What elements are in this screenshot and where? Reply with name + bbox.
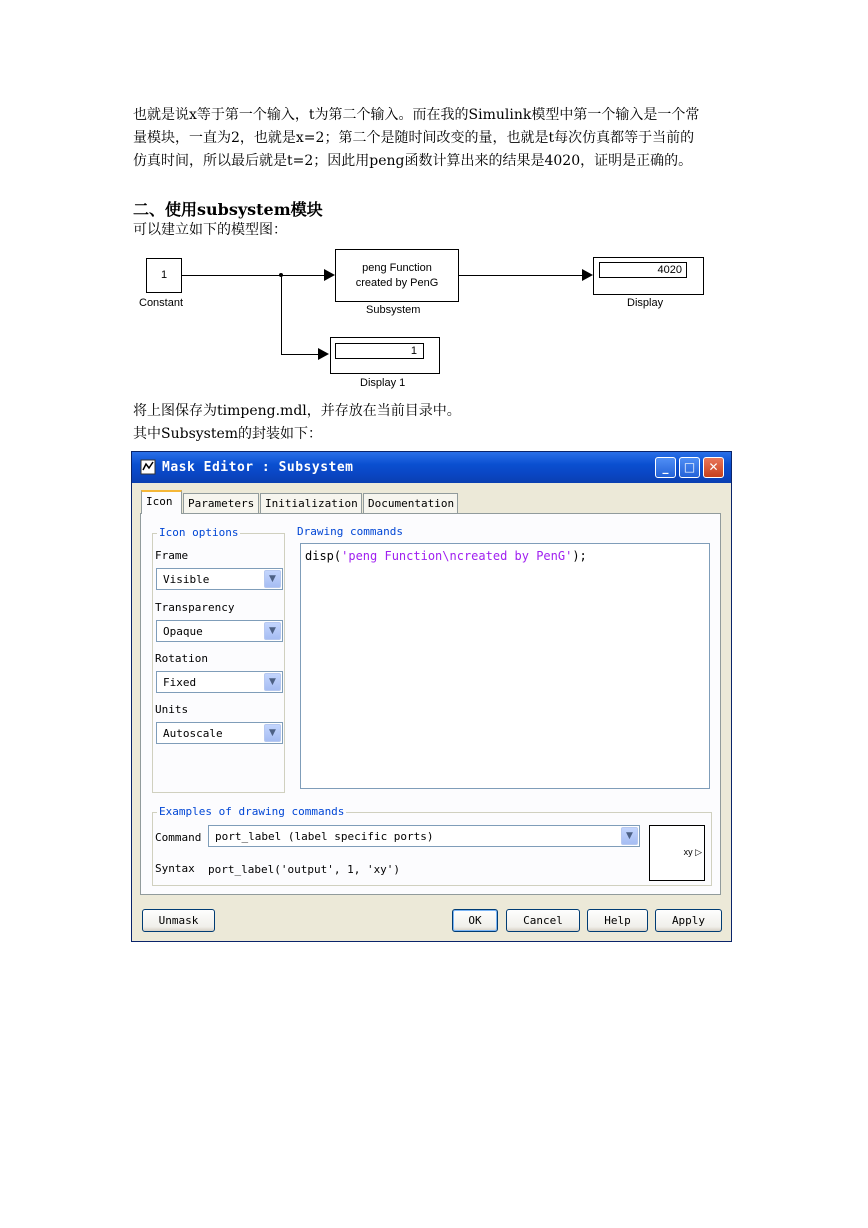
paragraph-line-2: 量模块，一直为2，也就是x=2；第二个是随时间改变的量，也就是t每次仿真都等于当前的: [133, 130, 695, 146]
preview-port-label: xy ▷: [683, 847, 702, 857]
transparency-select[interactable]: [156, 620, 283, 642]
signal-line-constant: [182, 275, 325, 276]
display-value: 4020: [599, 262, 687, 278]
ok-button[interactable]: OK: [452, 909, 498, 932]
tab-initialization[interactable]: Initialization: [260, 493, 362, 513]
subsystem-text-line-2: created by PenG: [355, 277, 439, 289]
maximize-button[interactable]: [679, 457, 700, 478]
icon-preview: [649, 825, 705, 881]
close-button[interactable]: [703, 457, 724, 478]
tab-parameters[interactable]: Parameters: [183, 493, 259, 513]
examples-label: Examples of drawing commands: [159, 805, 345, 818]
frame-select[interactable]: [156, 568, 283, 590]
syntax-value: port_label('output', 1, 'xy'): [208, 863, 401, 876]
examples-group: [152, 805, 712, 886]
subsystem-label: Subsystem: [366, 304, 421, 316]
paragraph-line-3: 仿真时间，所以最后就是t=2；因此用peng函数计算出来的结果是4020，证明是正确的。: [133, 153, 693, 169]
drawing-commands-editor[interactable]: [300, 543, 710, 789]
close-icon: ✕: [708, 460, 719, 474]
transparency-value: Opaque: [163, 625, 203, 638]
chevron-down-icon[interactable]: ▼: [621, 827, 638, 845]
window-title: Mask Editor : Subsystem: [162, 460, 354, 475]
subsystem-text-line-1: peng Function: [362, 262, 432, 274]
subsystem-block: [335, 249, 459, 302]
tab-panel: [140, 513, 721, 895]
minimize-button[interactable]: [655, 457, 676, 478]
rotation-value: Fixed: [163, 676, 197, 689]
port-arrow-icon: ▷: [692, 847, 702, 857]
chevron-down-icon[interactable]: ▼: [264, 724, 281, 742]
constant-value: 1: [160, 269, 168, 281]
code-string-literal: 'peng Function\ncreated by PenG': [341, 549, 573, 563]
help-button[interactable]: Help: [587, 909, 648, 932]
rotation-label: Rotation: [155, 652, 208, 665]
units-select[interactable]: [156, 722, 283, 744]
icon-options-label: Icon options: [159, 526, 239, 539]
drawing-commands-label: Drawing commands: [297, 525, 403, 538]
title-bar[interactable]: [132, 452, 731, 483]
section-heading: 二、使用subsystem模块: [133, 200, 323, 219]
simulink-app-icon: [140, 459, 156, 475]
constant-block: [146, 258, 182, 293]
signal-line-output: [459, 275, 583, 276]
frame-value: Visible: [163, 573, 210, 586]
icon-options-group: [152, 526, 285, 793]
display-label: Display: [627, 297, 664, 309]
signal-line-branch: [281, 275, 282, 354]
mask-editor-window: [131, 451, 732, 942]
maximize-icon: □: [683, 460, 696, 474]
signal-arrowhead: [582, 269, 593, 281]
tab-icon[interactable]: Icon: [141, 490, 182, 514]
intro-text: 可以建立如下的模型图：: [133, 222, 287, 238]
code-suffix: );: [572, 549, 587, 563]
command-value: port_label (label specific ports): [215, 830, 434, 843]
rotation-select[interactable]: [156, 671, 283, 693]
cancel-button[interactable]: Cancel: [506, 909, 580, 932]
command-label: Command: [155, 831, 202, 844]
units-label: Units: [155, 703, 189, 716]
transparency-label: Transparency: [155, 601, 235, 614]
display-block: [593, 257, 704, 295]
save-text: 将上图保存为timpeng.mdl，并存放在当前目录中。: [133, 403, 461, 419]
minimize-icon: _: [662, 460, 669, 474]
command-select[interactable]: [208, 825, 640, 847]
display1-value: 1: [335, 343, 424, 359]
apply-button[interactable]: Apply: [655, 909, 722, 932]
signal-arrowhead: [318, 348, 329, 360]
units-value: Autoscale: [163, 727, 223, 740]
chevron-down-icon[interactable]: ▼: [264, 570, 281, 588]
display1-block: [330, 337, 440, 374]
chevron-down-icon[interactable]: ▼: [264, 673, 281, 691]
chevron-down-icon[interactable]: ▼: [264, 622, 281, 640]
constant-label: Constant: [139, 297, 184, 309]
drawing-code: [305, 549, 587, 563]
signal-line-display1: [281, 354, 319, 355]
unmask-button[interactable]: Unmask: [142, 909, 215, 932]
tab-documentation[interactable]: Documentation: [363, 493, 458, 513]
mask-intro-text: 其中Subsystem的封装如下：: [133, 426, 323, 442]
signal-arrowhead: [324, 269, 335, 281]
frame-label: Frame: [155, 549, 189, 562]
paragraph-line-1: 也就是说x等于第一个输入，t为第二个输入。而在我的Simulink模型中第一个输入是一个常: [133, 107, 700, 123]
syntax-label: Syntax: [155, 862, 195, 875]
code-function: disp(: [305, 549, 342, 563]
display1-label: Display 1: [360, 377, 406, 389]
